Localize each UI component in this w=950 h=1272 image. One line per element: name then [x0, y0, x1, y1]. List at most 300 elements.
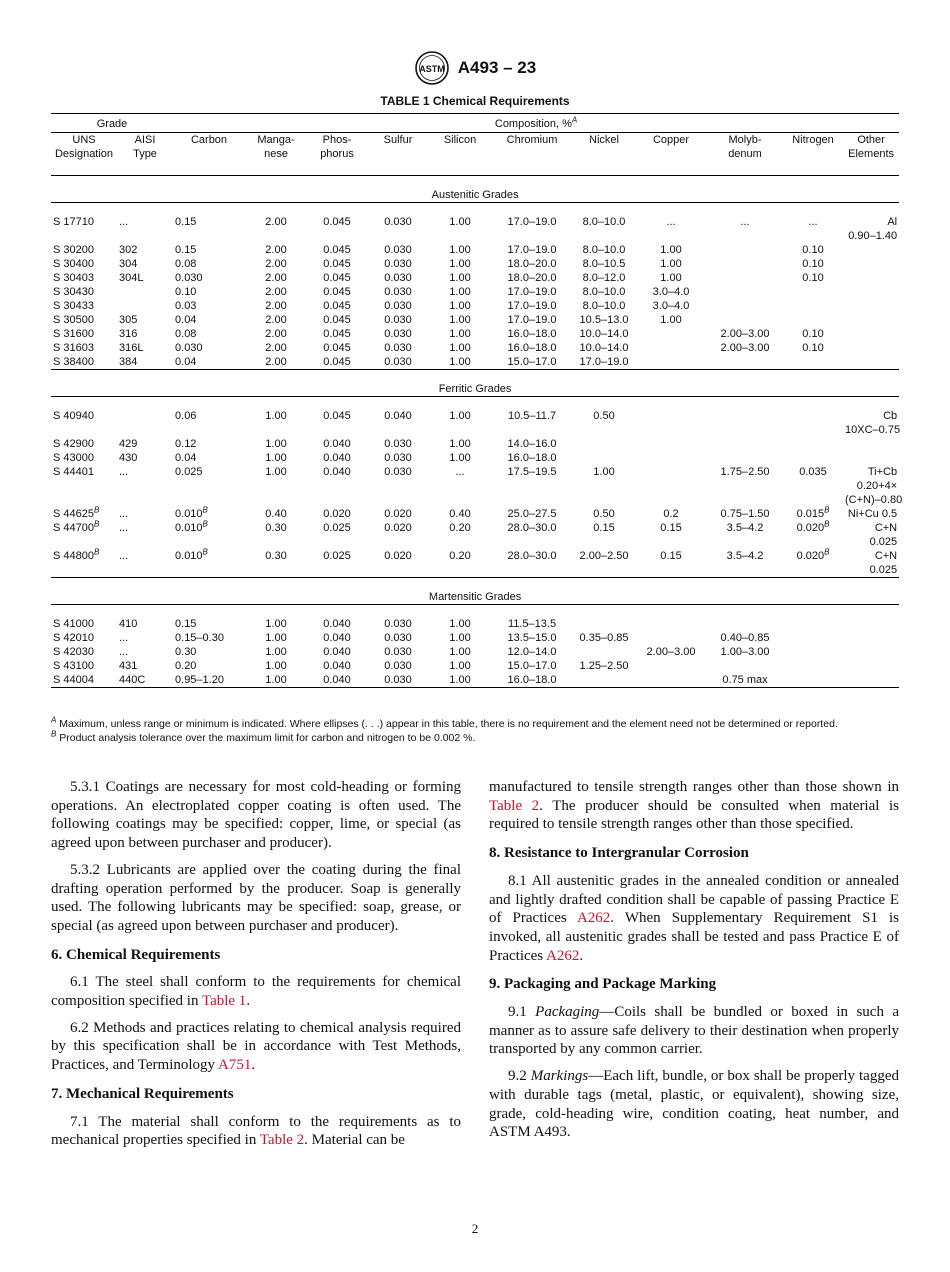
- table-cell: [707, 313, 783, 327]
- table-cell: 0.10: [802, 244, 824, 256]
- table-cell: [843, 437, 899, 451]
- table-cell: $0.010^B$: [175, 505, 208, 520]
- table-cell: 0.40: [265, 508, 287, 520]
- table-cell: [843, 451, 899, 465]
- table-cell: 1.00: [449, 632, 471, 644]
- table-cell: S 30430: [53, 286, 94, 298]
- table-cell: 1.00: [449, 216, 471, 228]
- table-cell: 0.020: [384, 508, 412, 520]
- table-cell: 12.0–14.0: [507, 646, 557, 658]
- table-cell: 430: [119, 452, 138, 464]
- table-cell: Al 0.90–1.40: [848, 216, 898, 242]
- table-cell: 8.0–12.0: [582, 272, 626, 284]
- table-cell: 1.00: [449, 272, 471, 284]
- table-cell: 0.030: [384, 632, 412, 644]
- table-cell: 8.0–10.0: [582, 216, 626, 228]
- table-cell: ...: [119, 466, 129, 478]
- table-cell: [707, 659, 783, 673]
- table-row: [51, 673, 899, 688]
- table-row: [51, 507, 899, 521]
- table-cell: [843, 645, 899, 659]
- table-row: [51, 299, 899, 313]
- a751-link[interactable]: A751: [217, 1057, 252, 1074]
- table-cell: 17.0–19.0: [507, 300, 557, 312]
- table-cell: 1.00: [265, 618, 287, 630]
- table-cell: 1.00: [449, 452, 471, 464]
- table-cell: ...: [119, 216, 129, 228]
- table-cell: 28.0–30.0: [491, 549, 573, 578]
- table-cell: 16.0–18.0: [507, 328, 557, 340]
- section-heading-row: [51, 176, 899, 203]
- table-cell: 17.0–19.0: [507, 216, 557, 228]
- section-heading-row: [51, 370, 899, 397]
- left-text-column: [51, 778, 461, 1158]
- a262-link[interactable]: A262: [546, 947, 580, 964]
- table-cell: ...: [119, 508, 129, 520]
- table-cell: 0.040: [323, 452, 351, 464]
- table-cell: 15.0–17.0: [491, 355, 573, 370]
- table-row: [51, 355, 899, 370]
- table-cell: 0.030: [384, 618, 412, 630]
- table-cell: [707, 437, 783, 451]
- table-cell: 0.045: [307, 355, 367, 370]
- table-cell: 1.00: [660, 258, 682, 270]
- table-row: [51, 437, 899, 451]
- table-cell: [783, 355, 843, 370]
- table-cell: 1.00: [660, 272, 682, 284]
- table-cell: [635, 451, 707, 465]
- table-cell: 17.0–19.0: [507, 244, 557, 256]
- document-designation: A493 – 23: [457, 58, 537, 77]
- table-cell: [573, 673, 635, 688]
- table-cell: 11.5–13.5: [507, 618, 557, 630]
- table-cell: $0.010^B$: [173, 549, 245, 578]
- table-cell: 1.00: [265, 438, 287, 450]
- table-row: [51, 327, 899, 341]
- table-cell: S 41000: [53, 618, 94, 630]
- table-cell: [573, 437, 635, 451]
- table-cell: 0.04: [175, 452, 197, 464]
- table-cell: [117, 299, 173, 313]
- table-cell: 1.00: [449, 314, 471, 326]
- table-cell: [783, 437, 843, 451]
- section-9-heading: 9. Packaging and Package Marking: [489, 976, 717, 993]
- column-header: Molyb- denum: [707, 133, 783, 176]
- table-cell: [783, 645, 843, 659]
- table-cell: S 30433: [53, 300, 94, 312]
- table-cell: 1.00: [429, 673, 491, 688]
- table-cell: 0.030: [384, 660, 412, 672]
- table-cell: 0.75 max: [707, 673, 783, 688]
- table-row: [51, 257, 899, 271]
- table-cell: 0.045: [323, 286, 351, 298]
- table-cell: 0.030: [384, 646, 412, 658]
- table-cell: 0.040: [323, 466, 351, 478]
- table-cell: 10.5–11.7: [507, 410, 557, 422]
- table-cell: 0.030: [384, 342, 412, 354]
- table-cell: 0.020: [384, 522, 412, 534]
- table-cell: 3.0–4.0: [652, 300, 690, 312]
- column-header: Sulfur: [367, 133, 429, 176]
- table-cell: S 30200: [53, 244, 94, 256]
- table-cell: 2.00–3.00: [646, 646, 696, 658]
- table-cell: [707, 257, 783, 271]
- column-header: Silicon: [429, 133, 491, 176]
- paragraph-7-1: 7.1 The material shall conform to the requirements as to mechanical properties specified in Table 2. Material can be: [51, 1113, 461, 1149]
- table-cell: [117, 285, 173, 299]
- table-cell: [783, 451, 843, 465]
- table-cell: 384: [117, 355, 173, 370]
- table-cell: 2.00–3.00: [720, 328, 770, 340]
- table-cell: S 38400: [51, 355, 117, 370]
- table-cell: 18.0–20.0: [507, 258, 557, 270]
- table-row: [51, 465, 899, 507]
- column-header: AISI Type: [117, 133, 173, 176]
- table-cell: 1.00: [449, 618, 471, 630]
- table-cell: 0.40: [449, 508, 471, 520]
- table-cell: [635, 409, 707, 437]
- table-cell: 0.030: [384, 328, 412, 340]
- table-cell: [635, 631, 707, 645]
- table-cell: 1.00: [449, 300, 471, 312]
- table-cell: 0.15–0.30: [175, 632, 224, 644]
- table-cell: [635, 673, 707, 688]
- table-cell: 2.00–3.00: [720, 342, 770, 354]
- section-title: Austenitic Grades: [51, 176, 899, 203]
- paragraph-8-1: 8.1 All austenitic grades in the annealed condition or annealed and lightly drafted condition shall be capable of passing Practice E of Practices A262. When Supplementary Requirement S1 is invoked, all austenitic grades shall be tested and pass Practice E of Practices A262.: [489, 872, 900, 964]
- table-cell: 1.00: [660, 314, 682, 326]
- table-cell: ...: [666, 216, 676, 228]
- section-7-heading: 7. Mechanical Requirements: [51, 1085, 234, 1102]
- table-2-link[interactable]: Table 2: [489, 797, 540, 814]
- table-cell: S 30500: [53, 314, 94, 326]
- table-cell: [783, 617, 843, 631]
- table-cell: 2.00: [265, 244, 287, 256]
- table-cell: [707, 271, 783, 285]
- table-cell: Ni+Cu 0.5: [847, 508, 898, 520]
- section-8-heading: 8. Resistance to Intergranular Corrosion: [489, 845, 749, 862]
- table-cell: 17.0–19.0: [507, 286, 557, 298]
- table-cell: 0.045: [323, 300, 351, 312]
- table-cell: 0.030: [384, 300, 412, 312]
- table-cell: S 44004: [51, 673, 117, 688]
- table-cell: [707, 285, 783, 299]
- table-cell: 28.0–30.0: [507, 522, 557, 534]
- table-cell: 0.020: [323, 508, 351, 520]
- table-cell: 0.12: [175, 438, 197, 450]
- table-cell: $0.010^B$: [175, 519, 208, 534]
- paragraph-6-2: 6.2 Methods and practices relating to chemical analysis required by this specification shall be in accordance with Test Methods, Practices, and Terminology A751.: [51, 1019, 461, 1074]
- table-cell: 0.045: [323, 342, 351, 354]
- table-cell: 0.040: [323, 660, 351, 672]
- table-cell: [573, 451, 635, 465]
- table-cell: 0.030: [384, 314, 412, 326]
- column-header: UNS Designation: [51, 133, 117, 176]
- table-cell: 302: [119, 244, 138, 256]
- table-cell: 1.00: [265, 452, 287, 464]
- table-cell: 1.00: [265, 660, 287, 672]
- table-cell: [843, 299, 899, 313]
- table-cell: 2.00: [265, 342, 287, 354]
- table-cell: ...: [740, 216, 750, 228]
- table-cell: 0.15: [175, 216, 197, 228]
- table-cell: [707, 243, 783, 257]
- right-text-column: [489, 778, 899, 1150]
- table-cell: 0.025: [323, 522, 351, 534]
- column-header: Copper: [635, 133, 707, 176]
- table-cell: 316: [119, 328, 138, 340]
- table-cell: 304: [119, 258, 138, 270]
- table-cell: 15.0–17.0: [507, 660, 557, 672]
- table-cell: [843, 327, 899, 341]
- table-cell: 8.0–10.0: [582, 286, 626, 298]
- table-cell: 0.040: [323, 632, 351, 644]
- table-cell: 1.75–2.50: [720, 466, 770, 478]
- paragraph-5-3-1: 5.3.1 Coatings are necessary for most cold-heading or forming operations. An electroplated copper coating is often used. The following coatings may be specified: copper, lime, or special (as agreed upon between purchaser and producer).: [51, 779, 461, 852]
- table-cell: S 30400: [53, 258, 94, 270]
- table-cell: 305: [119, 314, 138, 326]
- table-cell: 0.045: [323, 244, 351, 256]
- table-cell: [843, 285, 899, 299]
- table-cell: ...: [119, 632, 129, 644]
- section-6-heading: 6. Chemical Requirements: [51, 946, 221, 963]
- table-cell: 2.00: [265, 258, 287, 270]
- paragraph-7-1-continued: manufactured to tensile strength ranges other than those shown in Table 2. The producer should be consulted when material is required to tensile strength ranges other than those specified.: [489, 779, 899, 833]
- table-cell: [707, 409, 783, 437]
- section-heading-row: [51, 578, 899, 605]
- table-cell: 2.00: [265, 272, 287, 284]
- column-header: Chromium: [491, 133, 573, 176]
- table-cell: 0.045: [323, 314, 351, 326]
- table-row: [51, 645, 899, 659]
- table-cell: 17.5–19.5: [507, 466, 557, 478]
- table-cell: 0.025: [307, 549, 367, 578]
- table-cell: 0.030: [384, 286, 412, 298]
- table-cell: 0.030: [384, 272, 412, 284]
- table-cell: 0.50: [593, 410, 615, 422]
- table-cell: [573, 645, 635, 659]
- table-cell: 0.030: [384, 216, 412, 228]
- table-cell: 0.040: [323, 438, 351, 450]
- table-cell: 2.00: [265, 314, 287, 326]
- table-cell: [843, 257, 899, 271]
- table-cell: $0.015^B$: [796, 505, 830, 520]
- table-cell: [843, 617, 899, 631]
- table-cell: 0.030: [367, 355, 429, 370]
- table-cell: 1.00: [660, 244, 682, 256]
- table-cell: [707, 299, 783, 313]
- table-cell: 17.0–19.0: [573, 355, 635, 370]
- table-cell: 0.025: [175, 466, 203, 478]
- table-cell: S 40940: [53, 410, 94, 422]
- table-title: TABLE 1 Chemical Requirements: [380, 94, 570, 108]
- table-cell: S $44700^B$: [53, 519, 100, 534]
- table-cell: 0.040: [323, 646, 351, 658]
- table-cell: 0.95–1.20: [173, 673, 245, 688]
- table-1-link[interactable]: Table 1: [201, 993, 247, 1010]
- table-2-link[interactable]: Table 2: [259, 1132, 305, 1149]
- table-cell: S 44401: [53, 466, 94, 478]
- table-cell: 0.20: [449, 522, 471, 534]
- astm-logo-icon: [414, 50, 450, 86]
- table-cell: 0.10: [802, 258, 824, 270]
- table-cell: 3.5–4.2: [707, 549, 783, 578]
- paragraph-6-1: 6.1 The steel shall conform to the requirements for chemical composition specified in Table 1.: [51, 974, 461, 1010]
- table-cell: 410: [119, 618, 138, 630]
- table-row: [51, 659, 899, 673]
- grade-group-header: Grade: [51, 114, 173, 133]
- table-cell: 0.030: [384, 466, 412, 478]
- table-row: [51, 549, 899, 578]
- table-cell: 10.5–13.0: [579, 314, 629, 326]
- table-cell: [573, 617, 635, 631]
- table-cell: 0.04: [175, 314, 197, 326]
- table-cell: 0.35–0.85: [579, 632, 629, 644]
- table-row: [51, 243, 899, 257]
- table-cell: 14.0–16.0: [507, 438, 557, 450]
- table-cell: 0.030: [175, 342, 203, 354]
- table-cell: 1.00: [265, 410, 287, 422]
- table-cell: [707, 355, 783, 370]
- table-cell: 0.30: [265, 522, 287, 534]
- table-cell: ...: [119, 522, 129, 534]
- table-cell: [635, 465, 707, 507]
- table-cell: [635, 617, 707, 631]
- table-cell: 304L: [119, 272, 144, 284]
- table-row: [51, 617, 899, 631]
- table-cell: 0.10: [802, 342, 824, 354]
- section-title: Martensitic Grades: [51, 578, 899, 605]
- table-cell: [843, 341, 899, 355]
- table-cell: S 31603: [53, 342, 94, 354]
- table-cell: [635, 659, 707, 673]
- table-cell: 0.15: [175, 244, 197, 256]
- table-cell: 0.020: [367, 549, 429, 578]
- column-header: Manga- nese: [245, 133, 307, 176]
- table-cell: 2.00: [265, 216, 287, 228]
- table-cell: [783, 673, 843, 688]
- table-cell: 0.50: [593, 508, 615, 520]
- table-cell: 2.00–2.50: [573, 549, 635, 578]
- table-cell: 1.00: [449, 342, 471, 354]
- table-cell: S 43100: [53, 660, 94, 672]
- a262-link[interactable]: A262: [576, 910, 611, 927]
- page-number: 2: [471, 1221, 479, 1236]
- table-cell: S 42030: [53, 646, 94, 658]
- table-cell: 0.03: [175, 300, 197, 312]
- table-cell: 1.00: [449, 286, 471, 298]
- table-cell: 0.30: [175, 646, 197, 658]
- table-cell: 17.0–19.0: [507, 314, 557, 326]
- table-cell: 1.00: [593, 466, 615, 478]
- table-cell: S $44625^B$: [53, 505, 100, 520]
- table-cell: 0.15: [660, 522, 682, 534]
- table-cell: 10.0–14.0: [579, 328, 629, 340]
- table-cell: 0.20: [429, 549, 491, 578]
- table-row: [51, 631, 899, 645]
- table-cell: 8.0–10.0: [582, 300, 626, 312]
- table-footnotes: [51, 717, 911, 745]
- table-cell: 18.0–20.0: [507, 272, 557, 284]
- table-cell: [707, 617, 783, 631]
- table-cell: S 31600: [53, 328, 94, 340]
- table-cell: C+N 0.025: [869, 522, 898, 548]
- table-row: [51, 313, 899, 327]
- table-cell: 0.10: [802, 328, 824, 340]
- table-cell: ...: [119, 646, 129, 658]
- table-cell: 2.00: [265, 328, 287, 340]
- table-cell: [635, 341, 707, 355]
- table-cell: 2.00: [265, 300, 287, 312]
- table-cell: $0.020^B$: [796, 519, 830, 534]
- table-cell: 3.0–4.0: [652, 286, 690, 298]
- table-cell: 10.0–14.0: [579, 342, 629, 354]
- table-row: [51, 271, 899, 285]
- table-cell: 429: [119, 438, 138, 450]
- column-header-row: [51, 133, 899, 176]
- footnote-a: $^A$ Maximum, unless range or minimum is indicated. Where ellipses (. . .) appear in this table, there is no requirement and the element need not be determined or reported.: [51, 715, 838, 730]
- table-cell: 0.75–1.50: [720, 508, 770, 520]
- table-cell: S $44800^B$: [51, 549, 117, 578]
- table-cell: [783, 659, 843, 673]
- table-cell: 0.045: [323, 328, 351, 340]
- table-cell: 2.00: [265, 286, 287, 298]
- table-cell: [843, 355, 899, 370]
- table-cell: 1.00: [449, 660, 471, 672]
- table-cell: [117, 409, 173, 437]
- table-cell: [843, 271, 899, 285]
- table-cell: [783, 631, 843, 645]
- table-cell: 316L: [119, 342, 144, 354]
- table-cell: [843, 673, 899, 688]
- table-cell: 16.0–18.0: [507, 452, 557, 464]
- table-cell: Ti+Cb 0.20+4× (C+N)–0.80: [845, 466, 903, 506]
- table-cell: 0.045: [323, 410, 351, 422]
- table-cell: 25.0–27.5: [507, 508, 557, 520]
- table-cell: C+N 0.025: [843, 549, 899, 578]
- table-cell: 0.035: [799, 466, 827, 478]
- paragraph-9-2: 9.2 Markings—Each lift, bundle, or box shall be properly tagged with durable tags (metal, plastic, or equivalent), showing size, grade, cold-heading wire, condition coating, heat number, and ASTM A493.: [489, 1068, 899, 1141]
- table-cell: 1.00: [265, 632, 287, 644]
- table-cell: 0.030: [175, 272, 203, 284]
- table-cell: 0.20: [175, 660, 197, 672]
- table-cell: 0.045: [323, 272, 351, 284]
- table-cell: S 17710: [53, 216, 94, 228]
- table-row: [51, 521, 899, 549]
- table-row: [51, 215, 899, 243]
- table-cell: 0.08: [175, 328, 197, 340]
- chemical-requirements-table: [51, 113, 903, 688]
- table-cell: 1.00: [449, 410, 471, 422]
- table-row: [51, 409, 899, 437]
- table-cell: 0.030: [384, 244, 412, 256]
- table-cell: [635, 437, 707, 451]
- table-cell: 1.00: [265, 646, 287, 658]
- table-cell: 1.25–2.50: [579, 660, 629, 672]
- table-cell: 1.00: [449, 646, 471, 658]
- table-cell: 16.0–18.0: [491, 673, 573, 688]
- table-cell: 0.10: [802, 272, 824, 284]
- table-cell: 0.04: [173, 355, 245, 370]
- column-header: Phos- phorus: [307, 133, 367, 176]
- table-cell: ...: [808, 216, 818, 228]
- column-header: Nickel: [573, 133, 635, 176]
- table-cell: 3.5–4.2: [726, 522, 764, 534]
- table-cell: $0.020^B$: [783, 549, 843, 578]
- table-cell: S 43000: [53, 452, 94, 464]
- table-cell: [783, 285, 843, 299]
- table-cell: 0.040: [384, 410, 412, 422]
